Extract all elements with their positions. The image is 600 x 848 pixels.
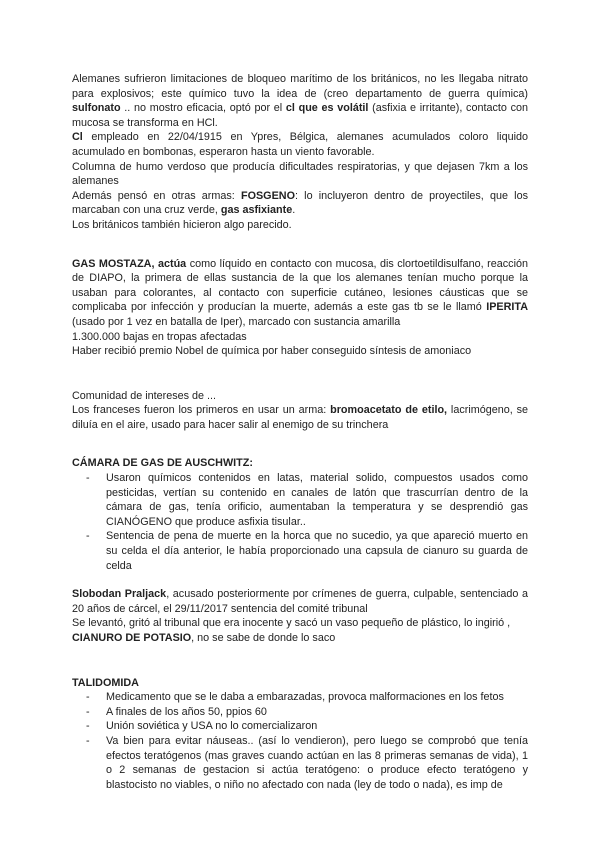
spacer bbox=[72, 233, 528, 257]
paragraph-haber: Haber recibió premio Nobel de química por haber conseguido síntesis de amoniaco bbox=[72, 345, 472, 358]
paragraph-praljack: Slobodan Praljack, acusado posteriormente por crímenes de guerra, culpable, sentenciado a 20 años de cárcel, el 29/11/2017 sentencia del comité tribunal bbox=[72, 588, 528, 615]
list-talidomida bbox=[72, 690, 528, 792]
term-bromoacetato: bromoacetato de etilo, bbox=[330, 404, 448, 417]
term-sulfonato: sulfonato bbox=[72, 102, 121, 115]
spacer bbox=[72, 432, 528, 456]
term-gas-asfixiante: gas asfixiante bbox=[220, 204, 293, 217]
list-item: - Va bien para evitar náuseas.. (así lo vendieron), pero luego se comprobó que tenía efectos teratógenos (mas graves cuando actúan en las 8 primeras semanas de vida), 1 o 2 semanas de gestacion si actúa teratógeno: o produce efecto teratógeno y blastocisto no viables, o niño no afectado con nada (ley de todo o nada), es imp de bbox=[106, 734, 528, 792]
spacer bbox=[72, 573, 528, 587]
term-fosgeno: FOSGENO bbox=[240, 189, 295, 202]
list-item: - A finales de los años 50, ppios 60 bbox=[106, 705, 528, 720]
term-cl: Cl bbox=[72, 131, 83, 144]
term-praljack: Slobodan Praljack bbox=[72, 588, 167, 601]
paragraph-franceses: Los franceses fueron los primeros en usar un arma: bromoacetato de etilo, lacrimógeno, se diluía en el aire, usado para hacer salir al enemigo de su trinchera bbox=[72, 404, 529, 431]
term-cianuro-potasio: CIANURO DE POTASIO bbox=[72, 632, 192, 644]
paragraph-comunidad: Comunidad de intereses de ... bbox=[72, 389, 217, 402]
heading-auschwitz: CÁMARA DE GAS DE AUSCHWITZ: bbox=[72, 457, 253, 470]
paragraph-casualties: 1.300.000 bajas en tropas afectadas bbox=[72, 330, 247, 343]
paragraph-fosgeno: Además pensó en otras armas: FOSGENO: lo incluyeron dentro de proyectiles, que los marcaban con una cruz verde, gas asfixiante. bbox=[72, 189, 528, 217]
term-cl-volatil: cl que es volátil bbox=[285, 102, 369, 115]
spacer bbox=[72, 359, 528, 389]
heading-talidomida: TALIDOMIDA bbox=[72, 676, 139, 689]
document-body bbox=[72, 72, 528, 792]
list-item: - Medicamento que se le daba a embarazadas, provoca malformaciones en los fetos bbox=[106, 690, 528, 705]
list-auschwitz bbox=[72, 471, 528, 573]
paragraph-cl-ypres: Cl empleado en 22/04/1915 en Ypres, Bélgica, alemanes acumulados coloro liquido acumulado en bombonas, esperaron hasta un viento favorable. bbox=[72, 131, 528, 158]
list-item: - Sentencia de pena de muerte en la horca que no sucedio, ya que apareció muerto en su celda el día anterior, le había proporcionado una capsula de cianuro su guarda de celda bbox=[106, 529, 528, 573]
paragraph-gas-mostaza: GAS MOSTAZA, actúa como líquido en contacto con mucosa, dis clortoetildisulfano, reacción de DIAPO, la primera de ellas sustancia de la que los alemanes tenían mucho porque la usaban para colorantes, al contacto con superficie cutáneo, lesiones cáusticas que se complicaba por infección y producían la muerte, además a este gas tb se le llamó IPERITA (usado por 1 vez en batalla de Iper), marcado con sustancia amarilla bbox=[72, 257, 528, 328]
term-gas-mostaza: GAS MOSTAZA, actúa bbox=[72, 257, 187, 270]
spacer bbox=[72, 646, 528, 676]
paragraph-green-smoke: Columna de humo verdoso que producía dificultades respiratorias, y que dejasen 7km a los alemanes bbox=[72, 160, 528, 188]
term-iperita: IPERITA bbox=[486, 301, 528, 314]
list-item: - Usaron químicos contenidos en latas, material solido, compuestos usados como pesticidas, vertían su contenido en canales de latón que trascurrían dentro de la cámara de gas, tenía orificio, aumentaban la temperatura y se desprendió gas CIANÓGENO que produce asfixia tisular.. bbox=[106, 471, 528, 529]
paragraph-british: Los británicos también hicieron algo parecido. bbox=[72, 218, 292, 231]
paragraph-cianuro: Se levantó, gritó al tribunal que era inocente y sacó un vaso pequeño de plástico, lo ingirió , CIANURO DE POTASIO, no se sabe de donde lo saco bbox=[72, 617, 511, 644]
list-item: - Unión soviética y USA no lo comercializaron bbox=[106, 719, 528, 734]
paragraph-nitrate-blockade: Alemanes sufrieron limitaciones de bloqueo marítimo de los británicos, no les llegaba nitrato para explosivos; este químico tuvo la idea de (creo departamento de guerra química) sulfonato .. no mostro eficacia, optó por el cl que es volátil (asfixia e irritante), contacto con mucosa se transforma en HCl. bbox=[72, 73, 528, 129]
